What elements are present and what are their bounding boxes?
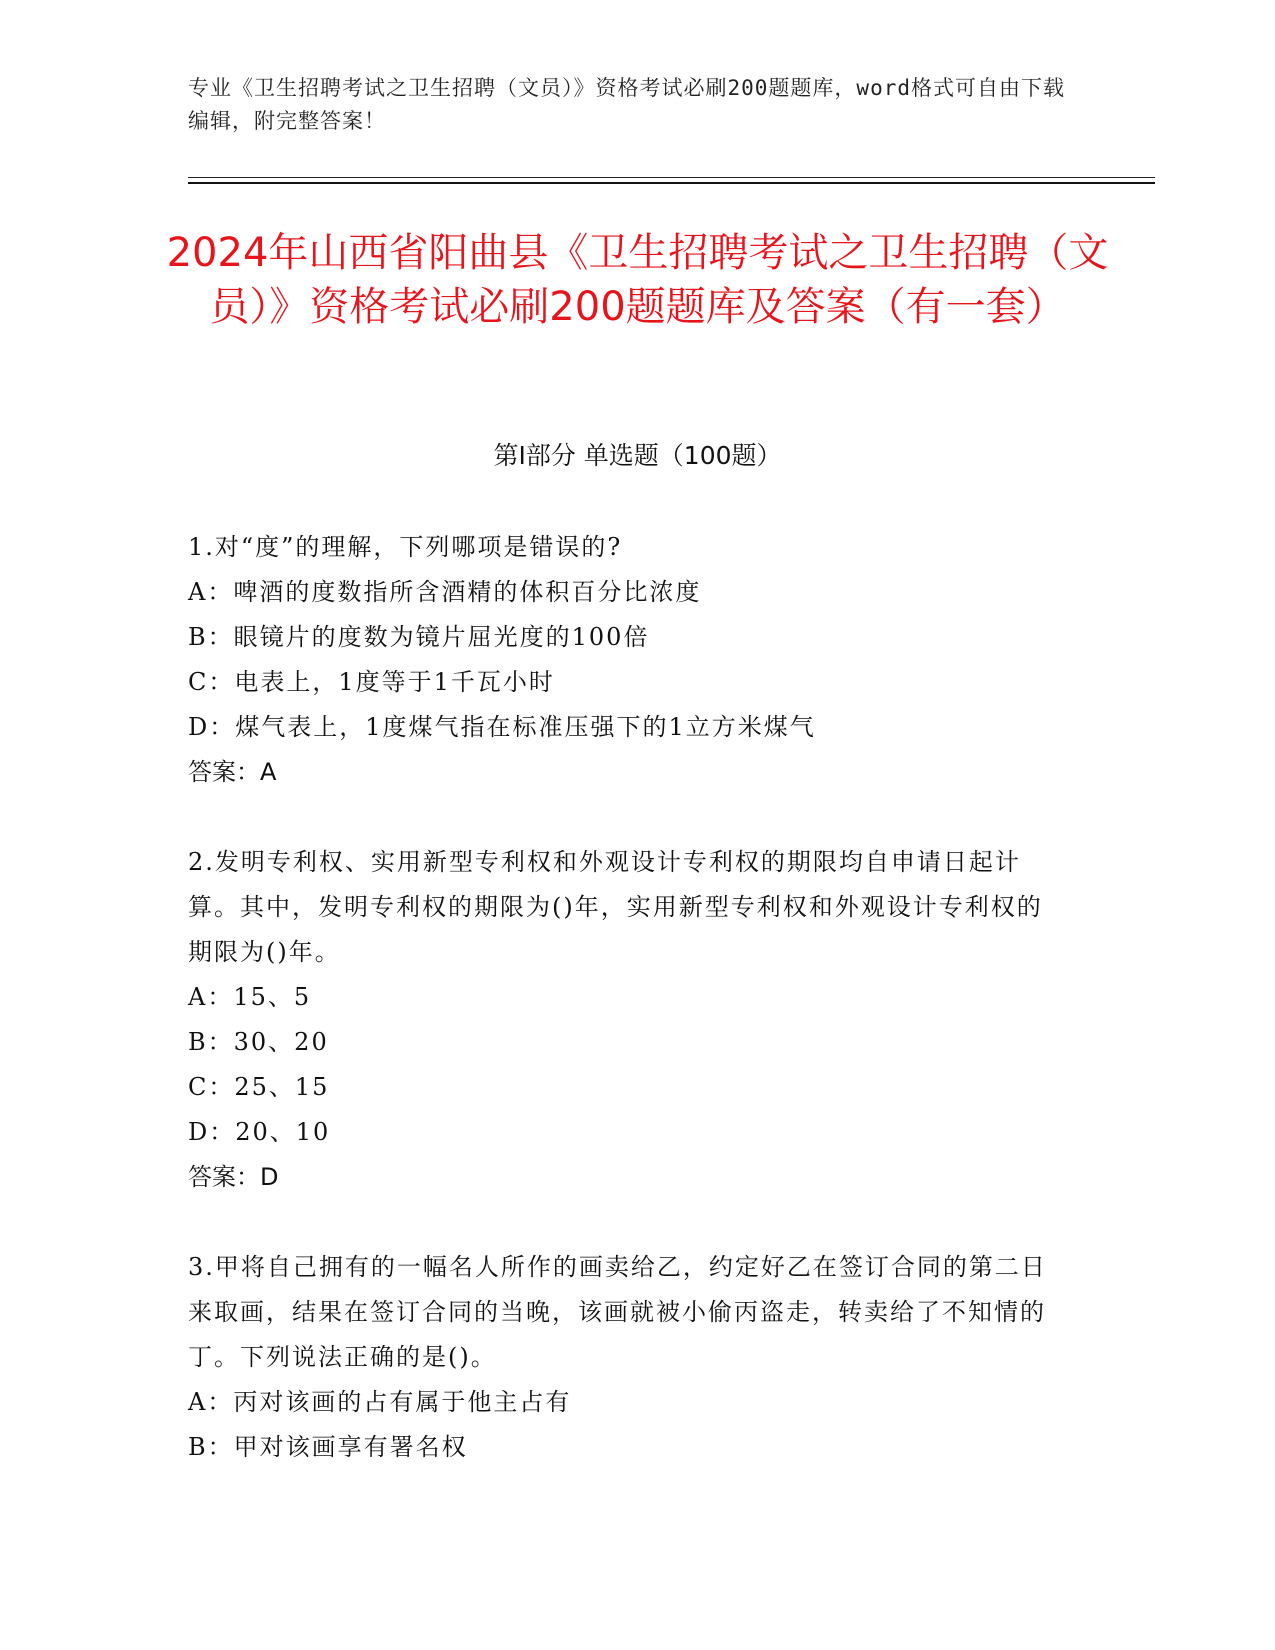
- option-b: B：眼镜片的度数为镜片屈光度的100倍: [188, 623, 650, 651]
- option-a: A：啤酒的度数指所含酒精的体积百分比浓度: [188, 578, 702, 606]
- header-divider-thin: [188, 177, 1155, 178]
- answer-line: 答案：D: [188, 1163, 279, 1191]
- option-d: D：20、10: [188, 1118, 331, 1146]
- document-title: 2024年山西省阳曲县《卫生招聘考试之卫生招聘（文员）》资格考试必刷200题题库及答案（有一套）: [166, 230, 1109, 330]
- header-divider-thick: [188, 182, 1155, 184]
- section-heading: 第Ⅰ部分 单选题（100题）: [493, 441, 782, 470]
- question-stem: 3.甲将自己拥有的一幅名人所作的画卖给乙，约定好乙在签订合同的第二日来取画，结果在签订合同的当晚，该画就被小偷丙盗走，转卖给了不知情的丁。下列说法正确的是()。: [188, 1253, 1047, 1371]
- option-b: B：甲对该画享有署名权: [188, 1433, 468, 1461]
- question-stem: 1.对“度”的理解，下列哪项是错误的?: [188, 533, 623, 561]
- option-a: A：丙对该画的占有属于他主占有: [188, 1388, 572, 1416]
- option-c: C：电表上，1度等于1千瓦小时: [188, 668, 555, 696]
- option-d: D：煤气表上，1度煤气指在标准压强下的1立方米煤气: [188, 713, 816, 741]
- question-1: [188, 525, 1068, 795]
- question-3: [188, 1245, 1068, 1470]
- answer-line: 答案：A: [188, 758, 277, 786]
- header-note: 专业《卫生招聘考试之卫生招聘（文员）》资格考试必刷200题题库，word格式可自由下载编辑，附完整答案！: [188, 76, 1065, 133]
- option-b: B：30、20: [188, 1028, 329, 1056]
- option-a: A：15、5: [188, 983, 312, 1011]
- question-2: [188, 840, 1068, 1200]
- question-list: [188, 525, 1068, 1515]
- question-stem: 2.发明专利权、实用新型专利权和外观设计专利权的期限均自申请日起计算。其中，发明专利权的期限为()年，实用新型专利权和外观设计专利权的期限为()年。: [188, 848, 1043, 966]
- option-c: C：25、15: [188, 1073, 330, 1101]
